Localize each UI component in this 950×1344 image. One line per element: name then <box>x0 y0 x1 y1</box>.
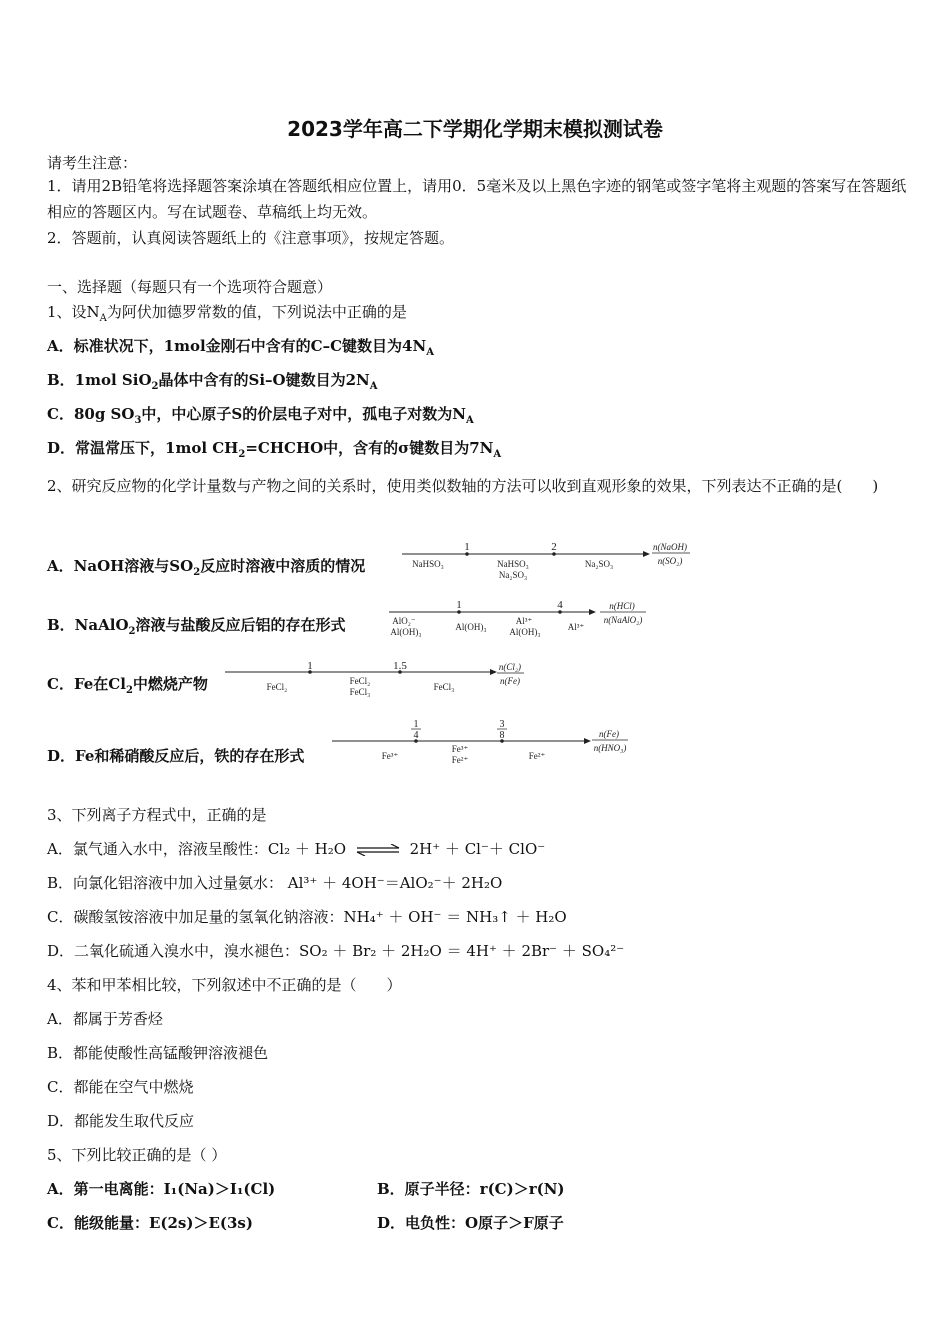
fig-b-label-3b: Al(OH)₃ <box>509 627 541 637</box>
notice-item-2: 2．答题前，认真阅读答题纸上的《注意事项》，按规定答题。 <box>47 229 455 247</box>
fig-c-label-1: FeCl₂ <box>266 682 288 692</box>
q3-stem: 3、下列离子方程式中，正确的是 <box>47 806 267 824</box>
q1-option-d: D．常温常压下，1mol $CH_2=CHCHO$中，含有的σ键数目为$7N_A$ <box>47 439 502 460</box>
fig-d-tick-2-den: 8 <box>499 730 505 741</box>
q3-option-c: C．碳酸氢铵溶液中加足量的氢氧化钠溶液：NH₄⁺ ＋ OH⁻ ＝ NH₃↑ ＋ H₂O <box>47 908 567 926</box>
fig-d-ratio-bot: n(HNO₃) <box>593 743 627 753</box>
fig-c-ratio-bot: n(Fe) <box>500 676 520 686</box>
notice-item-1: 1．请用2B铅笔将选择题答案涂填在答题纸相应位置上，请用0．5毫米及以上黑色字迹的钢笔或签字笔将主观题的答案写在答题纸相应的答题区内。写在试题卷、草稿纸上均无效。 <box>47 177 907 221</box>
fig-c-label-2a: FeCl₂ <box>349 676 371 686</box>
fig-a-label-1: NaHSO₃ <box>412 559 444 569</box>
q1-option-b: B．1mol SiO$_2$晶体中含有的Si–O键数目为$2N_A$ <box>47 371 378 392</box>
fig-b-label-2: Al(OH)₃ <box>455 622 487 632</box>
fig-d-label-2b: Fe²⁺ <box>451 755 469 765</box>
fig-b-label-1a: AlO₂⁻ <box>392 616 416 626</box>
q3-option-b: B．向氯化铝溶液中加入过量氨水： Al³⁺ ＋ 4OH⁻＝AlO₂⁻＋ 2H₂O <box>47 874 503 892</box>
fig-d-tick-1-num: 1 <box>413 719 419 730</box>
fig-a-label-2b: Na₂SO₃ <box>498 570 528 580</box>
fig-b-tick-4: 4 <box>557 599 563 611</box>
fig-b-label-4: Al³⁺ <box>567 622 585 632</box>
q5-option-a: A．第一电离能：I₁(Na)＞I₁(Cl) <box>47 1180 276 1198</box>
fig-d-tick-2-num: 3 <box>499 719 505 730</box>
fig-b-label-1b: Al(OH)₃ <box>390 627 422 637</box>
q3-option-a: A．氯气通入水中，溶液呈酸性：Cl₂ ＋ H₂O 2H⁺ ＋ Cl⁻＋ ClO⁻ <box>47 840 546 858</box>
q2-figure-a <box>398 538 698 584</box>
q5-stem: 5、下列比较正确的是（ ） <box>47 1146 227 1164</box>
fig-b-tick-1: 1 <box>456 599 462 611</box>
q3-option-d: D．二氧化硫通入溴水中，溴水褪色：SO₂ ＋ Br₂ ＋ 2H₂O ＝ 4H⁺ ＋ 2Br⁻ ＋ SO₄²⁻ <box>47 942 625 960</box>
fig-d-ratio-top: n(Fe) <box>599 729 619 739</box>
q1-option-a: A．标准状况下，1mol金刚石中含有的C–C键数目为$4N_A$ <box>47 337 434 358</box>
q1-option-c: C．80g $SO_3$中，中心原子S的价层电子对中，孤电子对数为$N_A$ <box>47 405 474 426</box>
section-heading: 一、选择题（每题只有一个选项符合题意） <box>47 278 333 296</box>
fig-c-tick-15: 1.5 <box>393 660 407 672</box>
fig-b-ratio-top: n(HCl) <box>609 601 635 611</box>
q5-option-b: B．原子半径：r(C)＞r(N) <box>377 1180 565 1198</box>
fig-a-ratio-top: n(NaOH) <box>653 542 687 552</box>
q2-option-b: B．NaAlO$_2$溶液与盐酸反应后铝的存在形式 <box>47 616 346 637</box>
fig-a-ratio-bot: n(SO₂) <box>657 556 683 566</box>
fig-c-tick-1: 1 <box>307 660 313 672</box>
q4-option-d: D．都能发生取代反应 <box>47 1112 195 1130</box>
q2-option-c: C．Fe在$Cl_2$中燃烧产物 <box>47 675 208 696</box>
fig-a-label-2a: NaHSO₃ <box>497 559 529 569</box>
q2-figure-b <box>384 596 654 642</box>
reversible-arrow-icon <box>355 844 401 856</box>
q2-option-a: A．NaOH溶液与$SO_2$反应时溶液中溶质的情况 <box>47 557 366 578</box>
notice-heading: 请考生注意： <box>47 154 138 172</box>
q2-figure-c <box>222 656 532 702</box>
q2-option-d: D．Fe和稀硝酸反应后，铁的存在形式 <box>47 747 305 765</box>
fig-b-label-3a: Al³⁺ <box>515 616 533 626</box>
fig-c-ratio-top: n(Cl₂) <box>498 662 522 672</box>
fig-d-tick-1-den: 4 <box>413 730 419 741</box>
page-title: 2023学年高二下学期化学期末模拟测试卷 <box>287 117 663 141</box>
fig-c-label-2b: FeCl₃ <box>349 687 371 697</box>
fig-c-label-3: FeCl₃ <box>433 682 455 692</box>
fig-d-label-1: Fe³⁺ <box>381 751 399 761</box>
fig-d-label-3: Fe²⁺ <box>528 751 546 761</box>
q4-stem: 4、苯和甲苯相比较，下列叙述中不正确的是（ ） <box>47 976 402 994</box>
fig-b-ratio-bot: n(NaAlO₂) <box>603 615 643 625</box>
fig-a-tick-2: 2 <box>551 541 557 553</box>
q2-figure-d <box>330 716 640 772</box>
q4-option-b: B．都能使酸性高锰酸钾溶液褪色 <box>47 1044 269 1062</box>
q4-option-a: A．都属于芳香烃 <box>47 1010 163 1028</box>
q5-option-d: D．电负性：O原子＞F原子 <box>377 1214 564 1232</box>
q5-option-c: C．能级能量：E(2s)＞E(3s) <box>47 1214 253 1232</box>
q1-stem: 1、设$N_A$为阿伏加德罗常数的值，下列说法中正确的是 <box>47 303 407 324</box>
q2-stem: 2、研究反应物的化学计量数与产物之间的关系时，使用类似数轴的方法可以收到直观形象的效果，下列表达不正确的是( ) <box>47 477 879 495</box>
q4-option-c: C．都能在空气中燃烧 <box>47 1078 194 1096</box>
fig-a-label-3: Na₂SO₃ <box>584 559 614 569</box>
fig-d-label-2a: Fe³⁺ <box>451 744 469 754</box>
fig-a-tick-1: 1 <box>464 541 470 553</box>
